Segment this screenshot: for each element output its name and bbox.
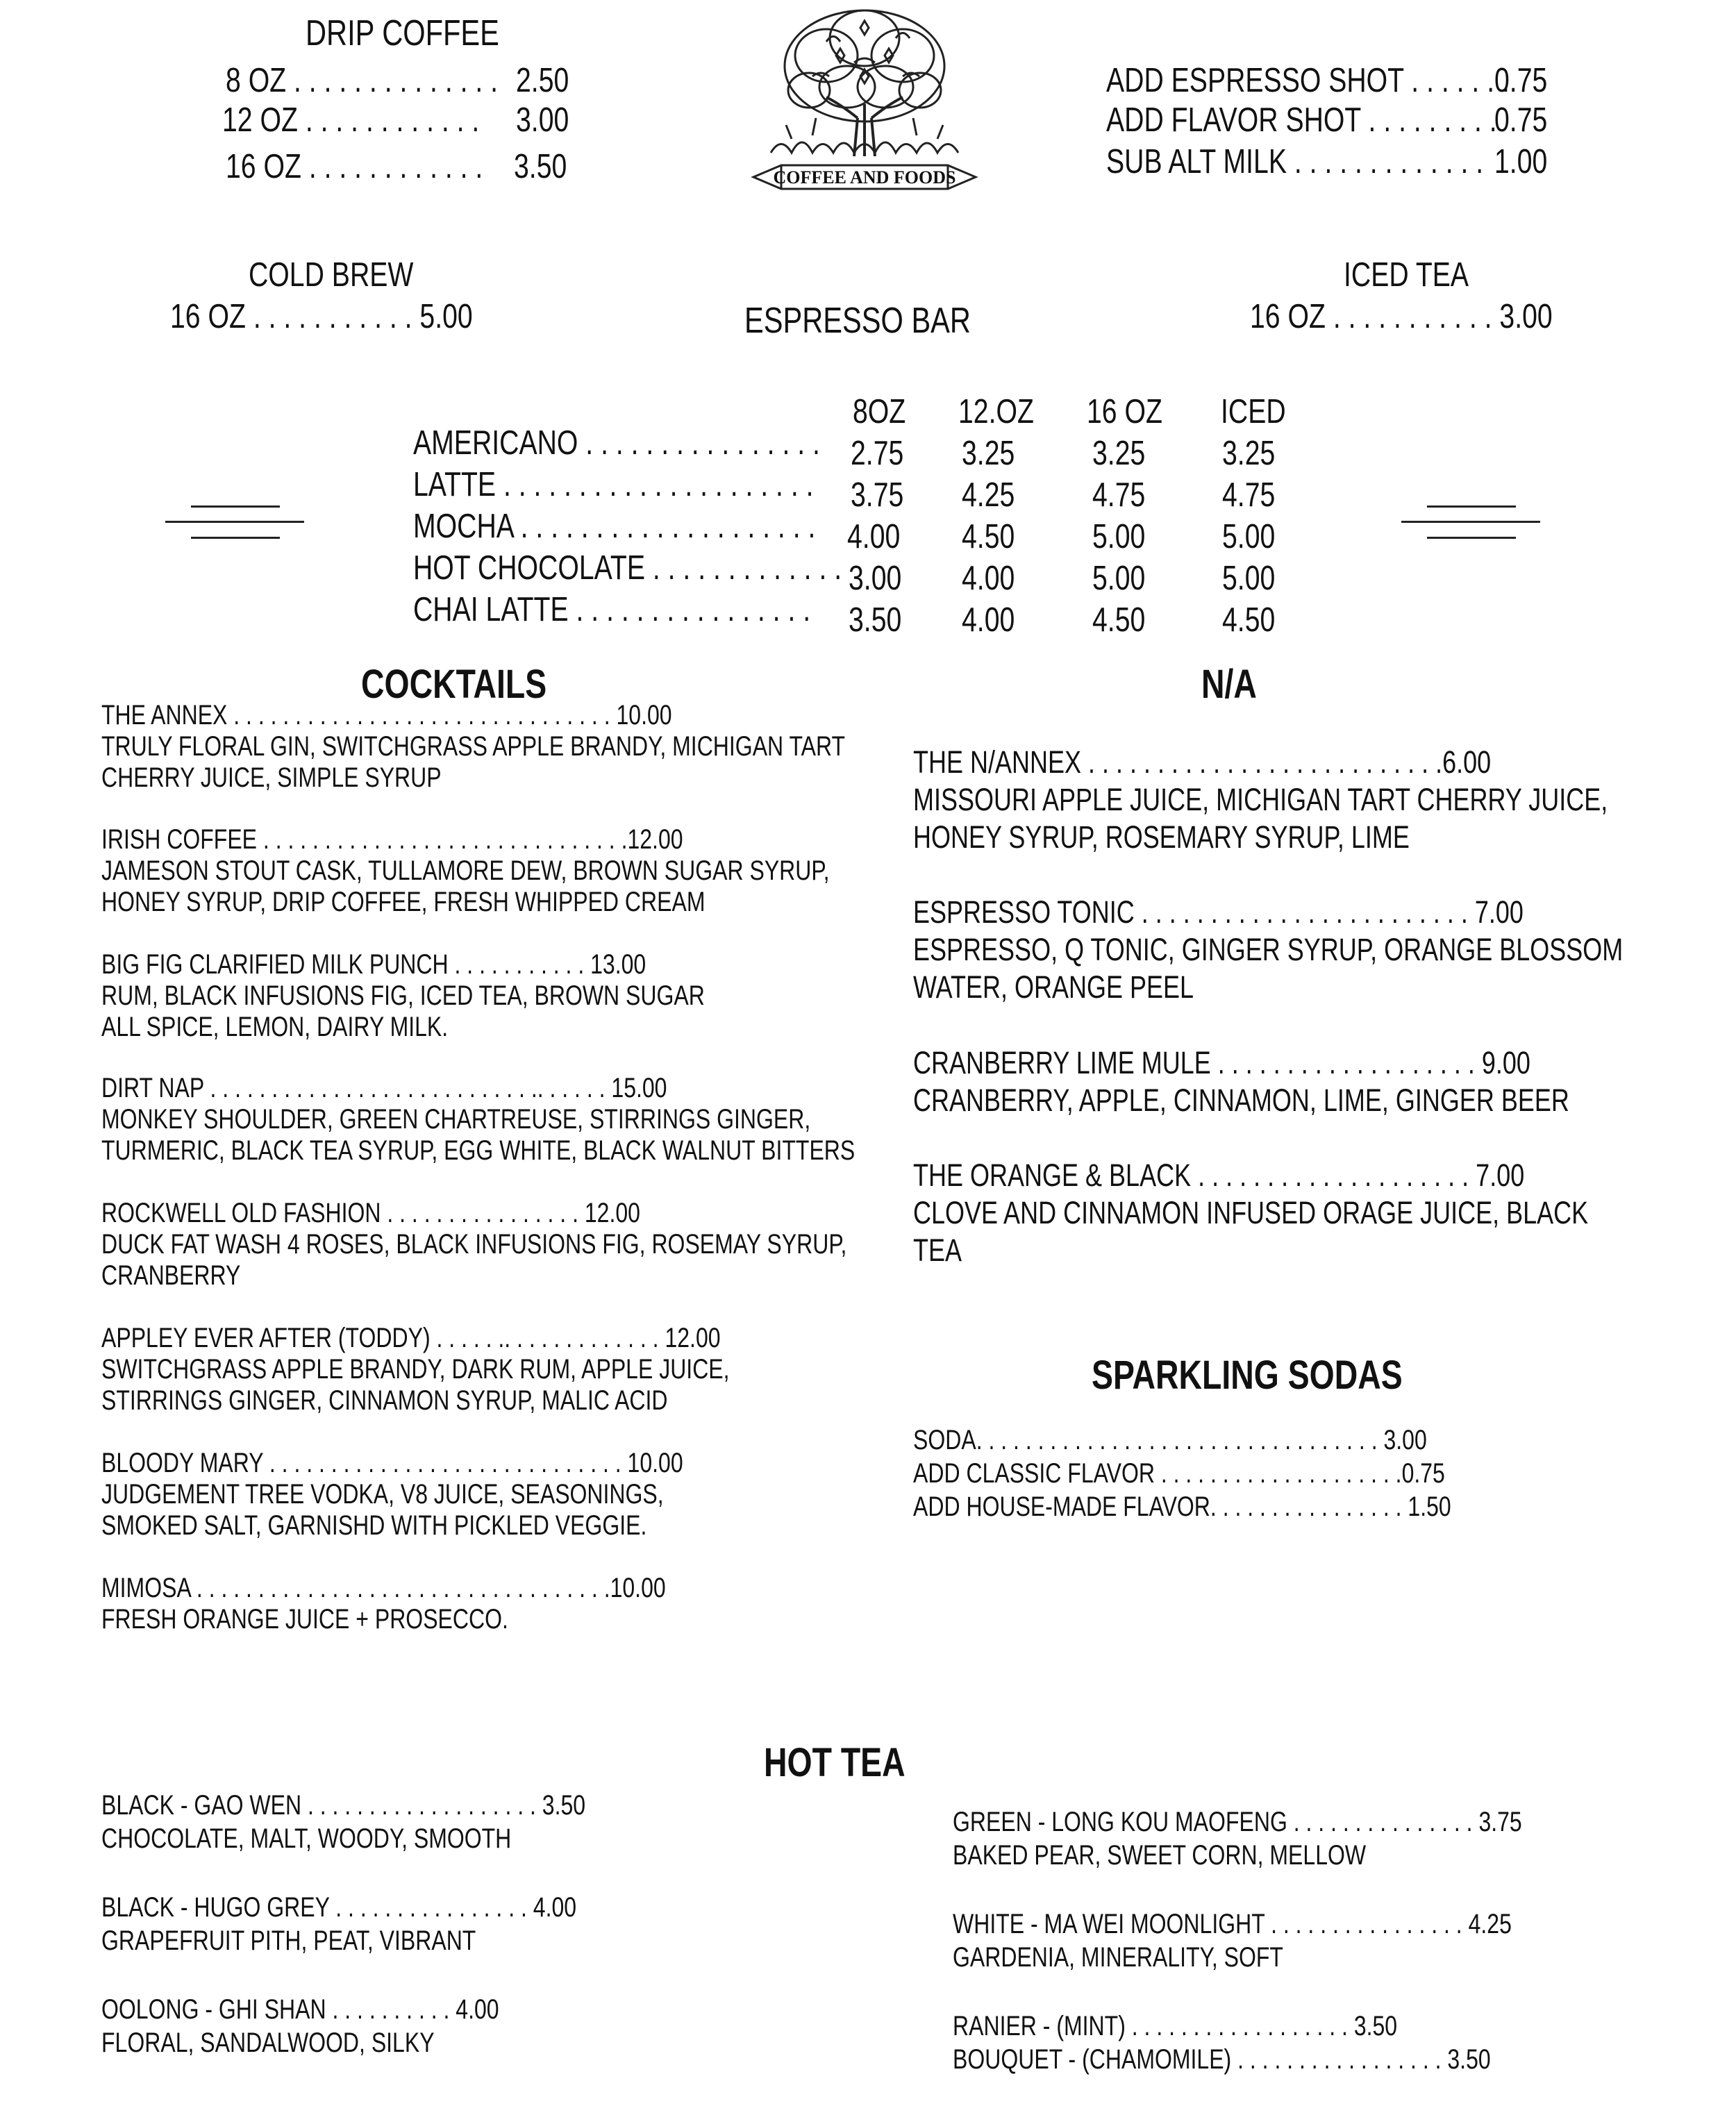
espresso-col-header: 12.OZ [958,393,1034,431]
addon-label: ADD ESPRESSO SHOT . . . . . . . [1106,62,1510,99]
espresso-price: 4.25 [962,476,1015,514]
espresso-item-label: CHAI LATTE . . . . . . . . . . . . . . . . [413,591,811,628]
espresso-price: 3.25 [1222,435,1276,472]
hot-tea-title: HOT TEA [764,1740,905,1785]
cocktail-desc: FRESH ORANGE JUICE + PROSECCO. [101,1604,508,1635]
espresso-price: 5.00 [1222,518,1276,555]
cocktail-line: BLOODY MARY . . . . . . . . . . . . . . . . . . . . . . . . . . . . . 10.00 [101,1448,683,1478]
tea-line: OOLONG - GHI SHAN . . . . . . . . . . 4.00 [101,1994,499,2025]
addon-label: SUB ALT MILK . . . . . . . . . . . . . [1106,143,1484,181]
decor-line [1427,537,1516,539]
espresso-price: 4.50 [1222,601,1276,639]
tea-desc: GARDENIA, MINERALITY, SOFT [953,1942,1283,1973]
cocktail-desc: JAMESON STOUT CASK, TULLAMORE DEW, BROWN SUGAR SYRUP, [101,855,830,886]
soda-row: SODA. . . . . . . . . . . . . . . . . . . . . . . . . . . . . . . . . 3.00 [913,1425,1427,1455]
soda-row: ADD HOUSE-MADE FLAVOR. . . . . . . . . . . . . . . . 1.50 [913,1491,1451,1522]
espresso-price: 4.50 [962,518,1015,555]
decor-line [165,521,304,523]
na-desc: ESPRESSO, Q TONIC, GINGER SYRUP, ORANGE BLOSSOM [913,932,1624,967]
espresso-price: 4.00 [847,518,901,555]
cocktail-line: THE ANNEX . . . . . . . . . . . . . . . . . . . . . . . . . . . . . . . 10.00 [101,700,672,730]
iced-tea-row: 16 OZ . . . . . . . . . . . 3.00 [1250,298,1553,335]
addon-label: ADD FLAVOR SHOT . . . . . . . . . [1106,101,1497,139]
cocktail-line: IRISH COFFEE . . . . . . . . . . . . . . . . . . . . . . . . . . . . . .12.00 [101,824,683,855]
espresso-price: 4.00 [962,560,1015,597]
na-line: ESPRESSO TONIC . . . . . . . . . . . . . . . . . . . . . . . . 7.00 [913,894,1524,930]
tea-line: BLACK - GAO WEN . . . . . . . . . . . . . . . . . . . 3.50 [101,1790,586,1821]
espresso-price: 5.00 [1092,560,1146,597]
cold-brew-row: 16 OZ . . . . . . . . . . . 5.00 [170,298,473,335]
cocktail-line: APPLEY EVER AFTER (TODDY) . . . . . .. . . . . . . . . . . . . 12.00 [101,1323,721,1353]
tea-line: BLACK - HUGO GREY . . . . . . . . . . . . . . . . 4.00 [101,1892,577,1923]
espresso-price: 3.75 [851,476,904,514]
na-desc: WATER, ORANGE PEEL [913,969,1194,1005]
cocktail-line: DIRT NAP . . . . . . . . . . . . . . . . . . . . . . . . . . .. . . . . . 15.00 [101,1073,667,1103]
espresso-price: 5.00 [1222,560,1276,597]
espresso-price: 4.75 [1092,476,1146,514]
na-desc: TEA [913,1232,962,1268]
sparkling-sodas-title: SPARKLING SODAS [1092,1353,1403,1398]
drip-row-price: 3.00 [516,101,569,139]
tea-desc: BAKED PEAR, SWEET CORN, MELLOW [953,1840,1367,1871]
cocktails-title: COCKTAILS [361,662,547,707]
na-desc: CRANBERRY, APPLE, CINNAMON, LIME, GINGER BEER [913,1083,1569,1118]
cocktail-desc: HONEY SYRUP, DRIP COFFEE, FRESH WHIPPED CREAM [101,887,706,917]
tea-desc: GRAPEFRUIT PITH, PEAT, VIBRANT [101,1925,476,1956]
tea-line: BOUQUET - (CHAMOMILE) . . . . . . . . . . . . . . . . . 3.50 [953,2044,1491,2075]
espresso-price: 4.00 [962,601,1015,639]
cocktail-desc: MONKEY SHOULDER, GREEN CHARTREUSE, STIRRINGS GINGER, [101,1104,811,1135]
cocktail-desc: CHERRY JUICE, SIMPLE SYRUP [101,762,442,793]
espresso-item-label: HOT CHOCOLATE . . . . . . . . . . . . . [413,549,842,587]
espresso-price: 3.50 [849,601,902,639]
na-line: THE ORANGE & BLACK . . . . . . . . . . . . . . . . . . . . 7.00 [913,1158,1525,1193]
tea-line: WHITE - MA WEI MOONLIGHT . . . . . . . . . . . . . . . . 4.25 [953,1909,1512,1939]
decor-line [191,537,280,539]
drip-coffee-title: DRIP COFFEE [306,13,499,53]
na-title: N/A [1201,662,1257,707]
drip-row-label: 12 OZ . . . . . . . . . . . . [222,101,480,139]
cocktail-desc: JUDGEMENT TREE VODKA, V8 JUICE, SEASONINGS, [101,1479,664,1510]
na-desc: HONEY SYRUP, ROSEMARY SYRUP, LIME [913,819,1410,855]
espresso-item-label: MOCHA . . . . . . . . . . . . . . . . . . . . [413,508,816,545]
cocktail-desc: ALL SPICE, LEMON, DAIRY MILK. [101,1012,449,1042]
na-desc: MISSOURI APPLE JUICE, MICHIGAN TART CHERRY JUICE, [913,782,1608,817]
cocktail-desc: SMOKED SALT, GARNISHD WITH PICKLED VEGGIE. [101,1510,647,1541]
espresso-col-header: ICED [1221,393,1286,431]
tea-line: RANIER - (MINT) . . . . . . . . . . . . . . . . . . 3.50 [953,2011,1398,2041]
drip-row-price: 2.50 [516,62,569,99]
na-desc: CLOVE AND CINNAMON INFUSED ORAGE JUICE, BLACK [913,1195,1589,1230]
soda-row: ADD CLASSIC FLAVOR . . . . . . . . . . . . . . . . . . . .0.75 [913,1458,1445,1489]
drip-row-label: 8 OZ . . . . . . . . . . . . . . [226,62,499,99]
cocktail-desc: CRANBERRY [101,1260,241,1291]
cold-brew-title: COLD BREW [249,256,414,294]
na-line: THE N/ANNEX . . . . . . . . . . . . . . . . . . . . . . . . . .6.00 [913,744,1492,780]
cocktail-line: MIMOSA . . . . . . . . . . . . . . . . . . . . . . . . . . . . . . . . . .10.00 [101,1573,666,1603]
espresso-col-header: 8OZ [853,393,906,431]
tea-desc: FLORAL, SANDALWOOD, SILKY [101,2028,435,2058]
tea-line: GREEN - LONG KOU MAOFENG . . . . . . . . . . . . . . . 3.75 [953,1807,1522,1837]
cocktail-desc: STIRRINGS GINGER, CINNAMON SYRUP, MALIC ACID [101,1385,668,1416]
tree-logo-icon [743,0,986,208]
addon-price: 0.75 [1494,62,1548,99]
cocktail-desc: TURMERIC, BLACK TEA SYRUP, EGG WHITE, BLACK WALNUT BITTERS [101,1135,856,1166]
espresso-price: 2.75 [851,435,904,472]
espresso-price: 4.75 [1222,476,1276,514]
cocktail-line: ROCKWELL OLD FASHION . . . . . . . . . . . . . . . . 12.00 [101,1198,640,1228]
decor-line [1401,521,1540,523]
cocktail-desc: RUM, BLACK INFUSIONS FIG, ICED TEA, BROWN SUGAR [101,980,705,1011]
espresso-col-header: 16 OZ [1087,393,1162,431]
addon-price: 1.00 [1494,143,1548,181]
logo-text: COFFEE AND FOODS [773,167,956,187]
espresso-item-label: AMERICANO . . . . . . . . . . . . . . . . [413,424,820,462]
decor-line [1427,505,1516,508]
drip-row-price: 3.50 [514,148,567,185]
espresso-bar-title: ESPRESSO BAR [744,301,971,341]
cocktail-desc: SWITCHGRASS APPLE BRANDY, DARK RUM, APPLE JUICE, [101,1354,730,1385]
drip-row-label: 16 OZ . . . . . . . . . . . . [226,148,483,185]
cocktail-desc: TRULY FLORAL GIN, SWITCHGRASS APPLE BRANDY, MICHIGAN TART [101,731,846,762]
decor-line [191,505,280,508]
tea-desc: CHOCOLATE, MALT, WOODY, SMOOTH [101,1823,512,1854]
espresso-item-label: LATTE . . . . . . . . . . . . . . . . . . . . . [413,466,814,503]
cocktail-desc: DUCK FAT WASH 4 ROSES, BLACK INFUSIONS FIG, ROSEMAY SYRUP, [101,1229,847,1260]
espresso-price: 3.25 [1092,435,1146,472]
cocktail-line: BIG FIG CLARIFIED MILK PUNCH . . . . . . . . . . . 13.00 [101,949,646,980]
addon-price: 0.75 [1494,101,1548,139]
iced-tea-title: ICED TEA [1344,256,1469,294]
espresso-price: 3.00 [849,560,902,597]
espresso-price: 5.00 [1092,518,1146,555]
espresso-price: 3.25 [962,435,1015,472]
espresso-price: 4.50 [1092,601,1146,639]
na-line: CRANBERRY LIME MULE . . . . . . . . . . . . . . . . . . . 9.00 [913,1045,1530,1080]
